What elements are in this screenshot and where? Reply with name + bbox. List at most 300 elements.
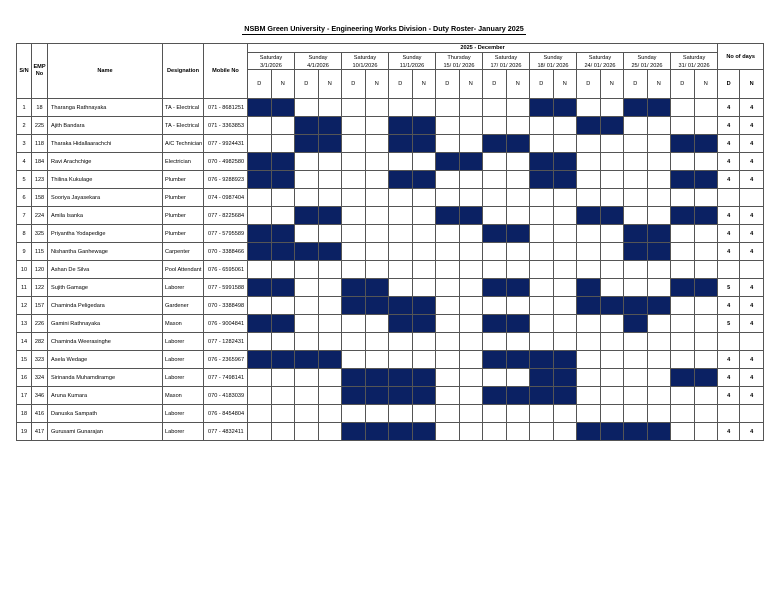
- duty-cell-empty: [694, 315, 718, 333]
- night-count-cell: 4: [740, 135, 764, 153]
- duty-cell-empty: [365, 99, 389, 117]
- emp-no-cell: 417: [32, 423, 48, 441]
- sn-cell: 7: [17, 207, 32, 225]
- day-count-cell: 4: [718, 297, 740, 315]
- duty-cell-empty: [694, 351, 718, 369]
- duty-cell-assigned: [624, 99, 648, 117]
- day-name-cell: Saturday: [342, 53, 389, 63]
- duty-cell-empty: [506, 153, 530, 171]
- duty-cell-empty: [483, 207, 507, 225]
- duty-cell-empty: [436, 351, 460, 369]
- duty-cell-empty: [671, 261, 695, 279]
- table-row: [17, 243, 764, 261]
- night-count-cell: 4: [740, 423, 764, 441]
- duty-cell-assigned: [412, 297, 436, 315]
- table-row: [17, 171, 764, 189]
- day-count-cell: 4: [718, 135, 740, 153]
- emp-no-cell: 123: [32, 171, 48, 189]
- duty-cell-assigned: [342, 387, 366, 405]
- sn-cell: 17: [17, 387, 32, 405]
- duty-cell-empty: [436, 135, 460, 153]
- duty-cell-empty: [342, 135, 366, 153]
- duty-cell-empty: [412, 243, 436, 261]
- designation-cell: Laborer: [163, 351, 204, 369]
- sn-cell: 19: [17, 423, 32, 441]
- duty-cell-empty: [389, 261, 413, 279]
- mobile-cell: 070 - 3388498: [204, 297, 248, 315]
- duty-cell-empty: [694, 423, 718, 441]
- duty-cell-empty: [647, 279, 671, 297]
- duty-cell-empty: [624, 369, 648, 387]
- duty-cell-assigned: [553, 369, 577, 387]
- duty-cell-empty: [318, 297, 342, 315]
- duty-cell-assigned: [295, 117, 319, 135]
- duty-cell-empty: [553, 297, 577, 315]
- duty-cell-assigned: [647, 243, 671, 261]
- duty-cell-empty: [553, 333, 577, 351]
- designation-cell: Plumber: [163, 225, 204, 243]
- duty-cell-empty: [577, 315, 601, 333]
- duty-cell-empty: [389, 207, 413, 225]
- duty-cell-assigned: [318, 207, 342, 225]
- duty-cell-empty: [483, 117, 507, 135]
- mobile-cell: 077 - 7498141: [204, 369, 248, 387]
- duty-cell-empty: [671, 153, 695, 171]
- duty-cell-empty: [694, 297, 718, 315]
- sn-cell: 11: [17, 279, 32, 297]
- shift-day-label: D: [248, 70, 272, 99]
- duty-cell-empty: [694, 99, 718, 117]
- duty-cell-assigned: [271, 153, 295, 171]
- duty-cell-empty: [483, 333, 507, 351]
- duty-cell-empty: [483, 405, 507, 423]
- duty-cell-empty: [530, 333, 554, 351]
- duty-cell-empty: [483, 99, 507, 117]
- duty-cell-empty: [271, 333, 295, 351]
- duty-cell-empty: [483, 423, 507, 441]
- header-emp-no: EMP No: [32, 44, 48, 99]
- night-count-cell: 4: [740, 387, 764, 405]
- duty-cell-empty: [694, 117, 718, 135]
- emp-no-cell: 323: [32, 351, 48, 369]
- duty-cell-assigned: [624, 297, 648, 315]
- duty-cell-empty: [624, 279, 648, 297]
- duty-cell-empty: [624, 117, 648, 135]
- duty-cell-empty: [365, 189, 389, 207]
- day-count-cell: [718, 333, 740, 351]
- duty-cell-assigned: [600, 207, 624, 225]
- duty-cell-assigned: [412, 369, 436, 387]
- duty-cell-assigned: [694, 369, 718, 387]
- duty-cell-empty: [365, 135, 389, 153]
- duty-cell-assigned: [553, 351, 577, 369]
- mobile-cell: 077 - 8225684: [204, 207, 248, 225]
- duty-cell-empty: [271, 261, 295, 279]
- designation-cell: Carpenter: [163, 243, 204, 261]
- shift-night-label: N: [506, 70, 530, 99]
- duty-cell-assigned: [624, 243, 648, 261]
- duty-cell-empty: [459, 297, 483, 315]
- duty-cell-assigned: [248, 153, 272, 171]
- shift-day-label: D: [389, 70, 413, 99]
- duty-cell-empty: [647, 153, 671, 171]
- duty-cell-empty: [530, 207, 554, 225]
- duty-cell-assigned: [365, 279, 389, 297]
- duty-cell-empty: [624, 171, 648, 189]
- duty-cell-empty: [412, 99, 436, 117]
- date-cell: 11/1/2026: [389, 62, 436, 70]
- night-count-cell: 4: [740, 279, 764, 297]
- duty-cell-empty: [365, 405, 389, 423]
- emp-no-cell: 225: [32, 117, 48, 135]
- header-designation: Designation: [163, 44, 204, 99]
- duty-cell-empty: [671, 405, 695, 423]
- sn-cell: 9: [17, 243, 32, 261]
- shift-night-label: N: [271, 70, 295, 99]
- duty-cell-empty: [318, 261, 342, 279]
- designation-cell: Plumber: [163, 171, 204, 189]
- duty-cell-empty: [577, 405, 601, 423]
- duty-cell-empty: [530, 297, 554, 315]
- duty-cell-assigned: [671, 171, 695, 189]
- duty-cell-empty: [671, 189, 695, 207]
- duty-cell-empty: [295, 423, 319, 441]
- duty-cell-assigned: [506, 225, 530, 243]
- sn-cell: 10: [17, 261, 32, 279]
- duty-cell-empty: [577, 171, 601, 189]
- duty-cell-empty: [318, 423, 342, 441]
- header-mobile-no: Mobile No: [204, 44, 248, 99]
- duty-cell-empty: [553, 405, 577, 423]
- name-cell: Ravi Arachchige: [48, 153, 163, 171]
- duty-cell-empty: [647, 135, 671, 153]
- duty-cell-assigned: [365, 387, 389, 405]
- mobile-cell: 076 - 9004841: [204, 315, 248, 333]
- duty-cell-assigned: [577, 279, 601, 297]
- total-night-label: N: [740, 70, 764, 99]
- emp-no-cell: 118: [32, 135, 48, 153]
- duty-cell-assigned: [271, 225, 295, 243]
- duty-cell-empty: [600, 225, 624, 243]
- shift-day-label: D: [530, 70, 554, 99]
- duty-cell-assigned: [530, 153, 554, 171]
- duty-cell-empty: [694, 405, 718, 423]
- duty-cell-empty: [295, 387, 319, 405]
- shift-day-label: D: [671, 70, 695, 99]
- day-name-cell: Saturday: [483, 53, 530, 63]
- duty-cell-empty: [271, 135, 295, 153]
- duty-cell-empty: [271, 423, 295, 441]
- name-cell: Tharaka Hidallaarachchi: [48, 135, 163, 153]
- date-cell: 24/ 01/ 2026: [577, 62, 624, 70]
- duty-cell-empty: [577, 99, 601, 117]
- header-name: Name: [48, 44, 163, 99]
- duty-cell-assigned: [553, 99, 577, 117]
- duty-cell-empty: [248, 189, 272, 207]
- duty-cell-assigned: [318, 117, 342, 135]
- night-count-cell: 4: [740, 153, 764, 171]
- night-count-cell: [740, 189, 764, 207]
- duty-cell-empty: [248, 423, 272, 441]
- total-day-label: D: [718, 70, 740, 99]
- duty-cell-empty: [483, 171, 507, 189]
- duty-cell-empty: [436, 99, 460, 117]
- table-row: [17, 297, 764, 315]
- day-name-cell: Sunday: [389, 53, 436, 63]
- duty-cell-assigned: [600, 297, 624, 315]
- duty-cell-empty: [506, 423, 530, 441]
- duty-cell-assigned: [483, 387, 507, 405]
- duty-cell-assigned: [365, 423, 389, 441]
- sn-cell: 13: [17, 315, 32, 333]
- designation-cell: Mason: [163, 387, 204, 405]
- duty-cell-empty: [671, 333, 695, 351]
- day-count-cell: 4: [718, 423, 740, 441]
- duty-cell-empty: [647, 117, 671, 135]
- duty-cell-empty: [530, 423, 554, 441]
- duty-cell-assigned: [694, 279, 718, 297]
- day-count-cell: [718, 405, 740, 423]
- designation-cell: Laborer: [163, 279, 204, 297]
- mobile-cell: 077 - 4832411: [204, 423, 248, 441]
- duty-cell-empty: [295, 153, 319, 171]
- duty-cell-assigned: [248, 243, 272, 261]
- duty-cell-assigned: [506, 387, 530, 405]
- duty-cell-empty: [318, 189, 342, 207]
- duty-cell-empty: [436, 315, 460, 333]
- emp-no-cell: 122: [32, 279, 48, 297]
- duty-cell-empty: [459, 387, 483, 405]
- duty-cell-empty: [506, 189, 530, 207]
- duty-cell-empty: [600, 279, 624, 297]
- duty-cell-empty: [577, 369, 601, 387]
- duty-cell-assigned: [483, 315, 507, 333]
- duty-cell-assigned: [530, 369, 554, 387]
- duty-cell-empty: [295, 99, 319, 117]
- mobile-cell: 076 - 6595061: [204, 261, 248, 279]
- duty-cell-empty: [342, 315, 366, 333]
- duty-cell-empty: [365, 351, 389, 369]
- duty-cell-assigned: [624, 423, 648, 441]
- duty-cell-empty: [342, 207, 366, 225]
- name-cell: Amila Isanka: [48, 207, 163, 225]
- duty-cell-empty: [342, 351, 366, 369]
- duty-cell-empty: [436, 189, 460, 207]
- duty-cell-assigned: [694, 207, 718, 225]
- duty-cell-empty: [553, 423, 577, 441]
- duty-cell-empty: [459, 279, 483, 297]
- duty-cell-assigned: [553, 171, 577, 189]
- duty-cell-empty: [342, 333, 366, 351]
- emp-no-cell: 324: [32, 369, 48, 387]
- duty-cell-assigned: [248, 279, 272, 297]
- duty-cell-empty: [412, 405, 436, 423]
- duty-cell-empty: [459, 315, 483, 333]
- duty-cell-empty: [412, 225, 436, 243]
- duty-cell-assigned: [483, 279, 507, 297]
- name-cell: Thilina Kukulage: [48, 171, 163, 189]
- duty-cell-empty: [318, 333, 342, 351]
- duty-cell-empty: [694, 387, 718, 405]
- name-cell: Nishantha Ganhewage: [48, 243, 163, 261]
- duty-cell-empty: [577, 153, 601, 171]
- duty-cell-empty: [600, 153, 624, 171]
- duty-cell-assigned: [671, 279, 695, 297]
- duty-cell-empty: [295, 171, 319, 189]
- duty-cell-assigned: [295, 243, 319, 261]
- duty-cell-empty: [600, 333, 624, 351]
- designation-cell: A/C Technician: [163, 135, 204, 153]
- page-title: [0, 24, 768, 33]
- duty-cell-assigned: [600, 117, 624, 135]
- duty-cell-empty: [271, 207, 295, 225]
- duty-cell-assigned: [342, 423, 366, 441]
- night-count-cell: 4: [740, 225, 764, 243]
- duty-cell-empty: [436, 405, 460, 423]
- day-count-cell: [718, 189, 740, 207]
- duty-cell-empty: [553, 189, 577, 207]
- duty-cell-empty: [318, 225, 342, 243]
- duty-cell-assigned: [506, 315, 530, 333]
- duty-cell-empty: [553, 315, 577, 333]
- duty-cell-empty: [389, 189, 413, 207]
- duty-cell-assigned: [530, 387, 554, 405]
- night-count-cell: 4: [740, 243, 764, 261]
- duty-cell-empty: [671, 243, 695, 261]
- duty-cell-empty: [436, 279, 460, 297]
- duty-cell-empty: [412, 189, 436, 207]
- duty-cell-empty: [553, 117, 577, 135]
- duty-cell-empty: [365, 117, 389, 135]
- duty-cell-empty: [483, 189, 507, 207]
- duty-cell-assigned: [647, 225, 671, 243]
- duty-cell-empty: [671, 117, 695, 135]
- mobile-cell: 070 - 4183039: [204, 387, 248, 405]
- duty-cell-empty: [506, 297, 530, 315]
- duty-cell-assigned: [271, 279, 295, 297]
- night-count-cell: 4: [740, 99, 764, 117]
- duty-cell-empty: [530, 225, 554, 243]
- duty-cell-empty: [248, 369, 272, 387]
- day-count-cell: [718, 261, 740, 279]
- night-count-cell: 4: [740, 171, 764, 189]
- emp-no-cell: 120: [32, 261, 48, 279]
- duty-cell-empty: [342, 117, 366, 135]
- shift-night-label: N: [412, 70, 436, 99]
- duty-cell-assigned: [459, 153, 483, 171]
- duty-cell-assigned: [318, 351, 342, 369]
- duty-cell-empty: [530, 405, 554, 423]
- name-cell: Gamini Rathnayaka: [48, 315, 163, 333]
- day-count-cell: 4: [718, 99, 740, 117]
- duty-cell-empty: [624, 207, 648, 225]
- table-row: [17, 261, 764, 279]
- duty-cell-empty: [412, 153, 436, 171]
- duty-cell-assigned: [271, 171, 295, 189]
- duty-cell-assigned: [694, 135, 718, 153]
- table-header: [17, 44, 764, 99]
- header-no-of-days: No of days: [718, 44, 764, 70]
- emp-no-cell: 157: [32, 297, 48, 315]
- duty-cell-empty: [694, 189, 718, 207]
- designation-cell: Plumber: [163, 189, 204, 207]
- duty-cell-assigned: [577, 117, 601, 135]
- mobile-cell: 070 - 4982580: [204, 153, 248, 171]
- table-row: [17, 315, 764, 333]
- period-label: 2025 - December: [248, 44, 718, 53]
- emp-no-cell: 346: [32, 387, 48, 405]
- duty-cell-assigned: [624, 225, 648, 243]
- duty-cell-empty: [600, 387, 624, 405]
- duty-cell-empty: [577, 387, 601, 405]
- duty-cell-assigned: [412, 135, 436, 153]
- duty-cell-assigned: [671, 369, 695, 387]
- duty-cell-empty: [600, 351, 624, 369]
- duty-cell-empty: [412, 351, 436, 369]
- duty-cell-empty: [647, 315, 671, 333]
- date-cell: 10/1/2026: [342, 62, 389, 70]
- shift-day-label: D: [342, 70, 366, 99]
- duty-cell-assigned: [671, 135, 695, 153]
- duty-cell-empty: [530, 279, 554, 297]
- sn-cell: 18: [17, 405, 32, 423]
- duty-cell-assigned: [506, 279, 530, 297]
- night-count-cell: 4: [740, 117, 764, 135]
- mobile-cell: 071 - 3363853: [204, 117, 248, 135]
- duty-cell-empty: [530, 135, 554, 153]
- duty-cell-assigned: [295, 135, 319, 153]
- duty-cell-empty: [553, 135, 577, 153]
- duty-cell-empty: [647, 171, 671, 189]
- duty-cell-empty: [647, 351, 671, 369]
- duty-cell-empty: [624, 153, 648, 171]
- duty-cell-assigned: [412, 423, 436, 441]
- duty-cell-empty: [248, 405, 272, 423]
- duty-cell-assigned: [647, 297, 671, 315]
- duty-cell-empty: [318, 99, 342, 117]
- sn-cell: 14: [17, 333, 32, 351]
- table-row: [17, 117, 764, 135]
- table-row: [17, 369, 764, 387]
- day-count-cell: 4: [718, 225, 740, 243]
- duty-cell-empty: [671, 297, 695, 315]
- duty-cell-empty: [248, 333, 272, 351]
- day-name-cell: Saturday: [248, 53, 295, 63]
- duty-cell-empty: [624, 351, 648, 369]
- duty-cell-empty: [342, 189, 366, 207]
- date-cell: 4/1/2026: [295, 62, 342, 70]
- night-count-cell: [740, 261, 764, 279]
- day-count-cell: 5: [718, 279, 740, 297]
- day-count-cell: 4: [718, 351, 740, 369]
- duty-cell-assigned: [271, 243, 295, 261]
- shift-day-label: D: [436, 70, 460, 99]
- header-sn: S/N: [17, 44, 32, 99]
- mobile-cell: 077 - 1282431: [204, 333, 248, 351]
- mobile-cell: 074 - 0987404: [204, 189, 248, 207]
- table-row: [17, 207, 764, 225]
- duty-cell-assigned: [553, 387, 577, 405]
- duty-cell-empty: [530, 117, 554, 135]
- duty-cell-empty: [577, 351, 601, 369]
- duty-cell-empty: [412, 261, 436, 279]
- duty-cell-empty: [436, 171, 460, 189]
- sn-cell: 1: [17, 99, 32, 117]
- duty-cell-empty: [553, 279, 577, 297]
- duty-cell-empty: [553, 261, 577, 279]
- shift-night-label: N: [600, 70, 624, 99]
- duty-cell-empty: [600, 405, 624, 423]
